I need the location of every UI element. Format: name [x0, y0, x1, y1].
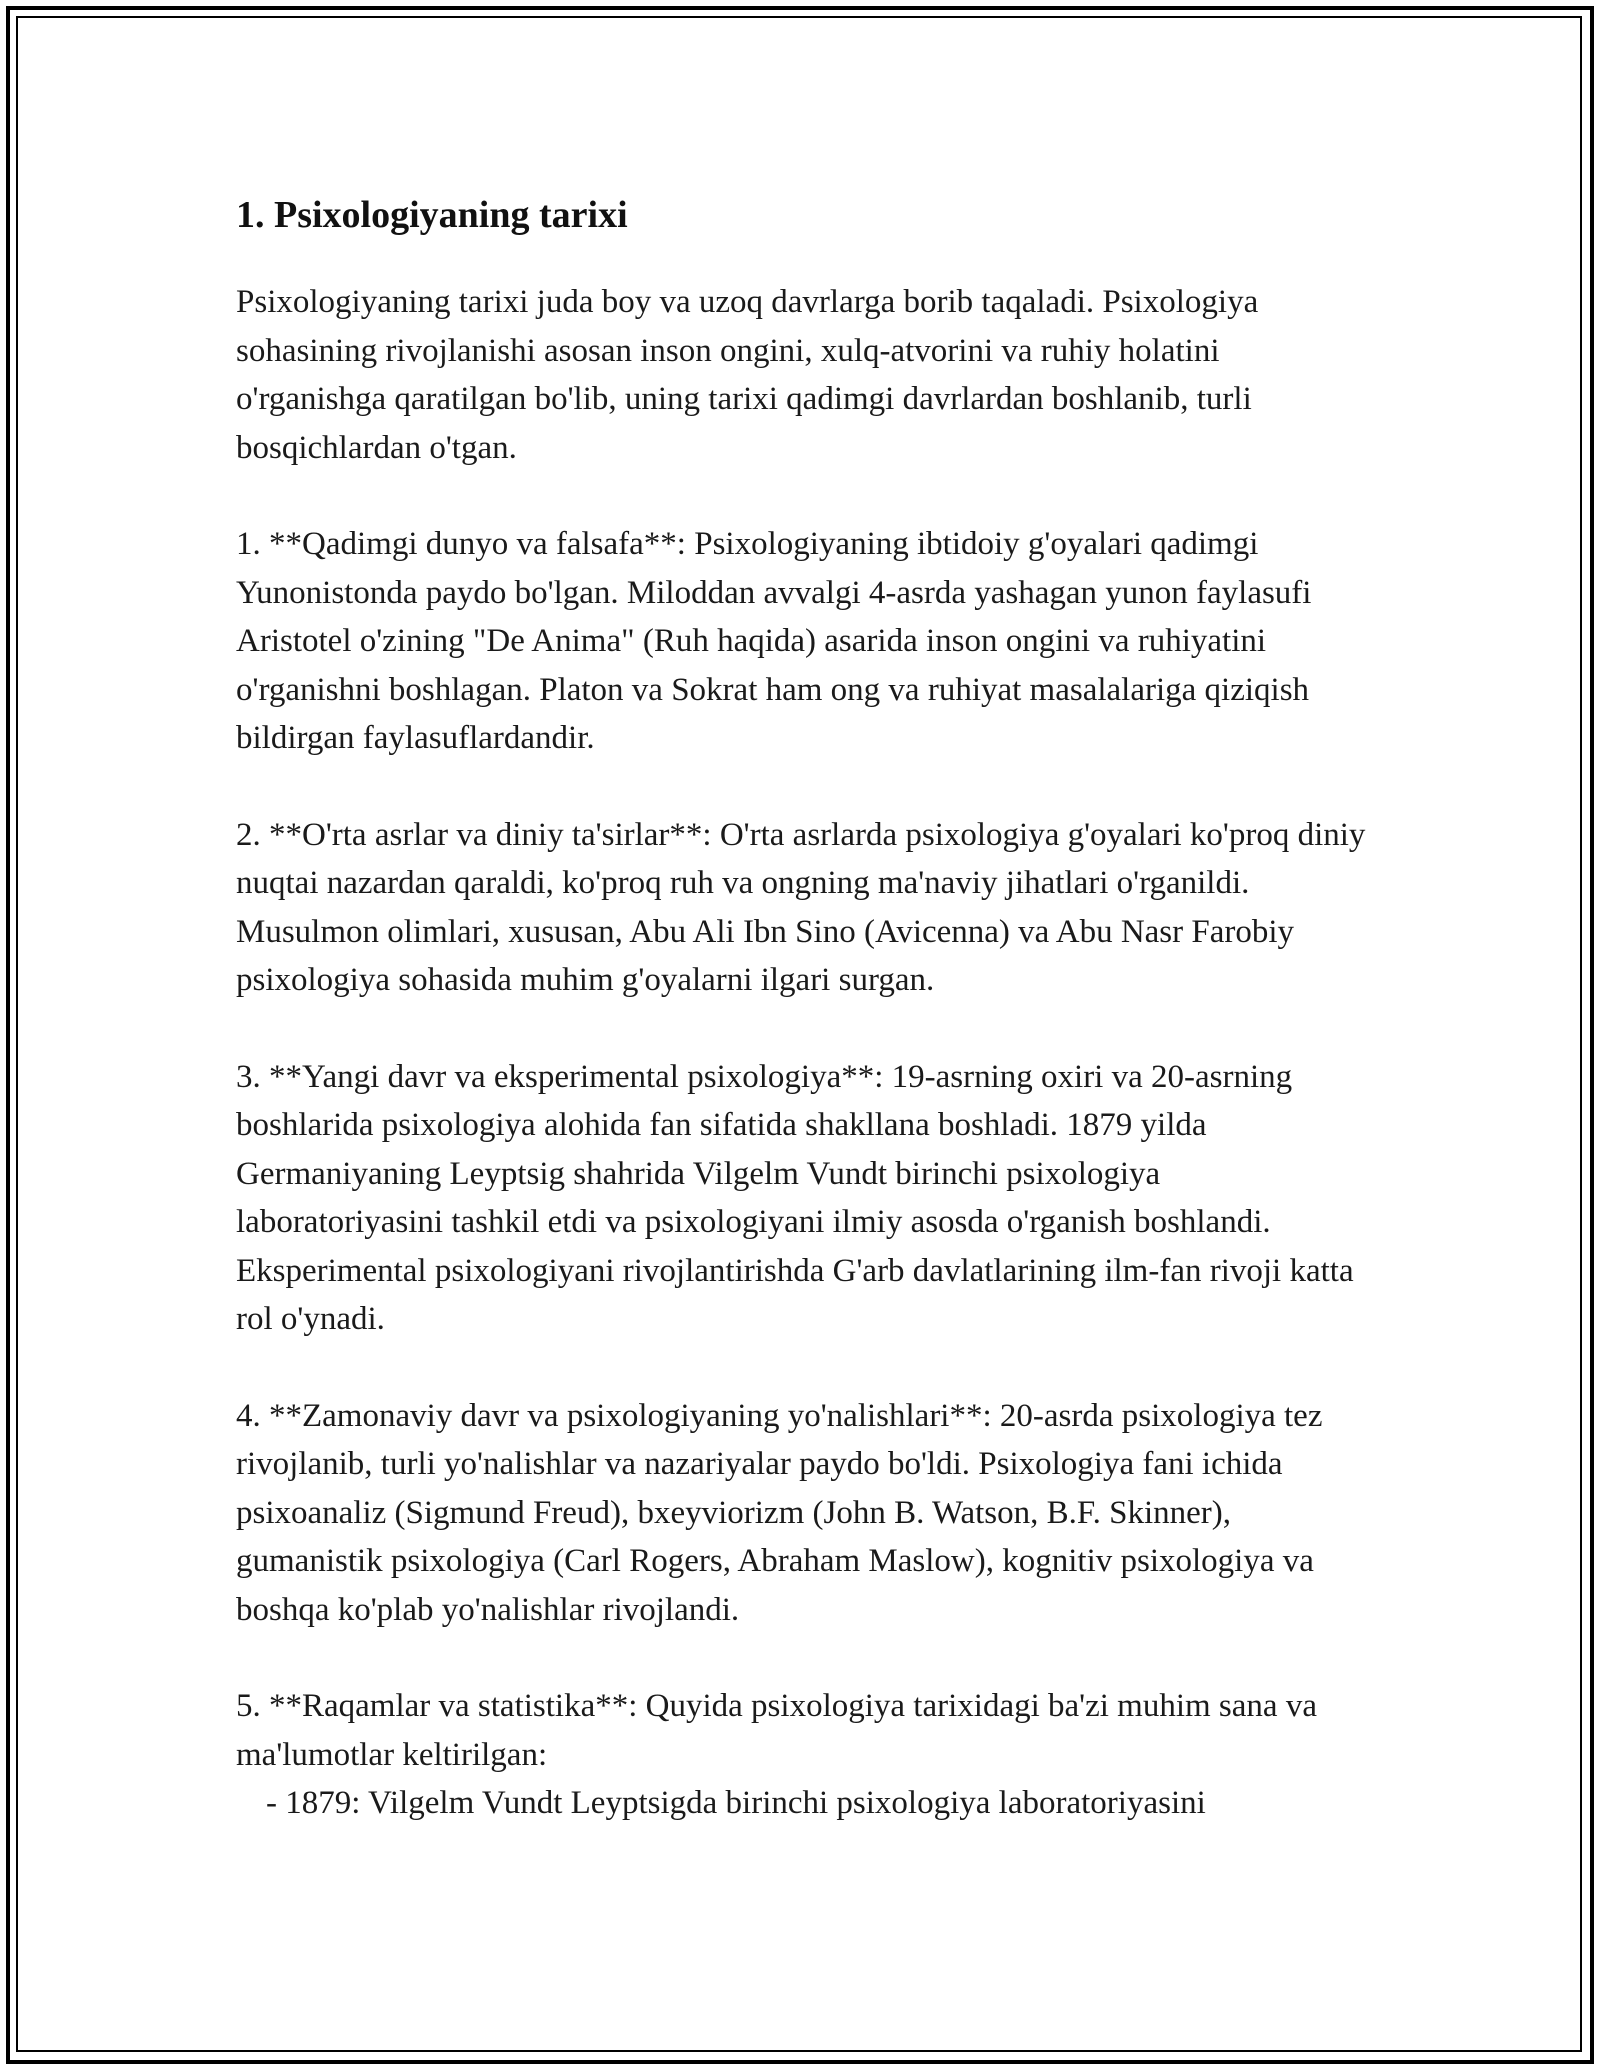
document-body: [236, 186, 1366, 1828]
section-statistics-paragraph: 5. **Raqamlar va statistika**: Quyida psixologiya tarixidagi ba'zi muhim sana va ma'lumotlar keltirilgan:: [236, 1688, 1317, 1773]
page-title: 1. Psixologiyaning tarixi: [236, 194, 628, 236]
section-modern-paragraph: 4. **Zamonaviy davr va psixologiyaning yo'nalishlari**: 20-asrda psixologiya tez rivojlanib, turli yo'nalishlar va nazariyalar paydo bo'ldi. Psixologiya fani ichida psixoanaliz (Sigmund Freud), bxeyviorizm (John B. Watson, B.F. Skinner), gumanistik psixologiya (Carl Rogers, Abraham Maslow), kognitiv psixologiya va boshqa ko'plab yo'nalishlar rivojlandi.: [236, 1397, 1323, 1628]
intro-paragraph: Psixologiyaning tarixi juda boy va uzoq davrlarga borib taqaladi. Psixologiya sohasining rivojlanishi asosan inson ongini, xulq-atvorini va ruhiy holatini o'rganishga qaratilgan bo'lib, uning tarixi qadimgi davrlardan boshlanib, turli bosqichlardan o'tgan.: [236, 284, 1259, 466]
section-new-era-paragraph: 3. **Yangi davr va eksperimental psixologiya**: 19-asrning oxiri va 20-asrning boshlarida psixologiya alohida fan sifatida shakllana boshladi. 1879 yilda Germaniyaning Leyptsig shahrida Vilgelm Vundt birinchi psixologiya laboratoriyasini tashkil etdi va psixologiyani ilmiy asosda o'rganish boshlandi. Eksperimental psixologiyani rivojlantirishda G'arb davlatlarining ilm-fan rivoji katta rol o'ynadi.: [236, 1058, 1354, 1337]
list-item: - 1879: Vilgelm Vundt Leyptsigda birinchi psixologiya laboratoriyasini: [266, 1785, 1206, 1821]
section-ancient-paragraph: 1. **Qadimgi dunyo va falsafa**: Psixologiyaning ibtidoiy g'oyalari qadimgi Yunonistonda paydo bo'lgan. Miloddan avvalgi 4-asrda yashagan yunon faylasufi Aristotel o'zining "De Anima" (Ruh haqida) asarida inson ongini va ruhiyatini o'rganishni boshlagan. Platon va Sokrat ham ong va ruhiyat masalalariga qiziqish bildirgan faylasuflardandir.: [236, 526, 1312, 756]
section-medieval-paragraph: 2. **O'rta asrlar va diniy ta'sirlar**: O'rta asrlarda psixologiya g'oyalari ko'proq diniy nuqtai nazardan qaraldi, ko'proq ruh va ongning ma'naviy jihatlari o'rganildi. Musulmon olimlari, xususan, Abu Ali Ibn Sino (Avicenna) va Abu Nasr Farobiy psixologiya sohasida muhim g'oyalarni ilgari surgan.: [236, 816, 1366, 998]
